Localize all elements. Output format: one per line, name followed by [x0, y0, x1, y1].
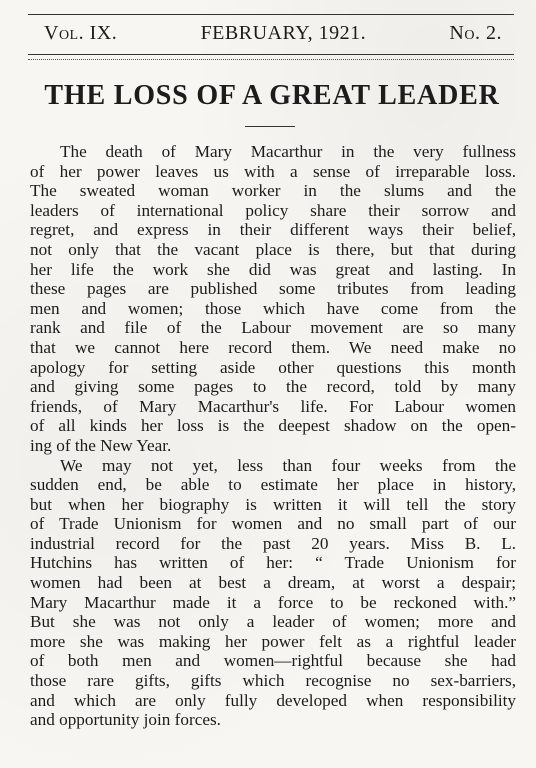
text-line: that we cannot here record them. We need make no [30, 337, 516, 357]
text-line: but when her biography is written it will tell the story [30, 494, 516, 514]
issue-date: FEBRUARY, 1921. [200, 22, 367, 44]
text-line: Mary Macarthur made it a force to be reckoned with.” [30, 592, 516, 612]
text-line: industrial record for the past 20 years. Miss B. L. [30, 533, 516, 553]
text-line: these pages are published some tributes from leading [30, 279, 516, 299]
masthead [44, 22, 502, 45]
text-line: more she was making her power felt as a rightful leader [30, 631, 516, 651]
text-line: The sweated woman worker in the slums and the [30, 181, 516, 201]
text-line: Hutchins has written of her: “ Trade Unionism for [30, 553, 516, 573]
text-line: rank and file of the Labour movement are so many [30, 318, 516, 338]
text-line: friends, of Mary Macarthur's life. For Labour women [30, 396, 516, 416]
text-line: of both men and women—rightful because she had [30, 651, 516, 671]
masthead-rule [28, 54, 514, 55]
text-line: The death of Mary Macarthur in the very fullness [60, 142, 516, 161]
article-body [30, 142, 516, 730]
text-line: men and women; those which have come from the [30, 298, 516, 318]
text-line: We may not yet, less than four weeks from the [60, 455, 516, 475]
masthead-dotted-rule [28, 59, 514, 60]
paragraph-1 [30, 142, 516, 456]
article-title: THE LOSS OF A GREAT LEADER [44, 80, 500, 111]
issue-number: No. 2. [449, 22, 502, 44]
text-line: apology for setting aside other questions this month [30, 357, 516, 377]
title-divider [245, 126, 295, 127]
text-line: and which are only fully developed when responsibility [30, 690, 516, 710]
text-line: those rare gifts, gifts which recognise no sex-barriers, [30, 671, 516, 691]
text-line: regret, and express in their different ways their belief, [30, 220, 516, 240]
volume-label: Vol. IX. [44, 22, 118, 44]
text-line: of all kinds her loss is the deepest shadow on the open- [30, 416, 516, 436]
text-line: not only that the vacant place is there, but that during [30, 239, 516, 259]
text-line: sudden end, be able to estimate her place in history, [30, 475, 516, 495]
text-line: her life the work she did was great and lasting. In [30, 259, 516, 279]
text-line: But she was not only a leader of women; more and [30, 612, 516, 632]
text-line: of her power leaves us with a sense of irreparable loss. [30, 161, 516, 181]
top-rule [28, 14, 514, 15]
text-line: ing of the New Year. [30, 435, 172, 455]
text-line: of Trade Unionism for women and no small part of our [30, 514, 516, 534]
text-line: women had been at best a dream, at worst a despair; [30, 573, 516, 593]
text-line: and opportunity join forces. [30, 710, 221, 730]
text-line: leaders of international policy share their sorrow and [30, 200, 516, 220]
text-line: and giving some pages to the record, told by many [30, 377, 516, 397]
paragraph-2 [30, 456, 516, 730]
